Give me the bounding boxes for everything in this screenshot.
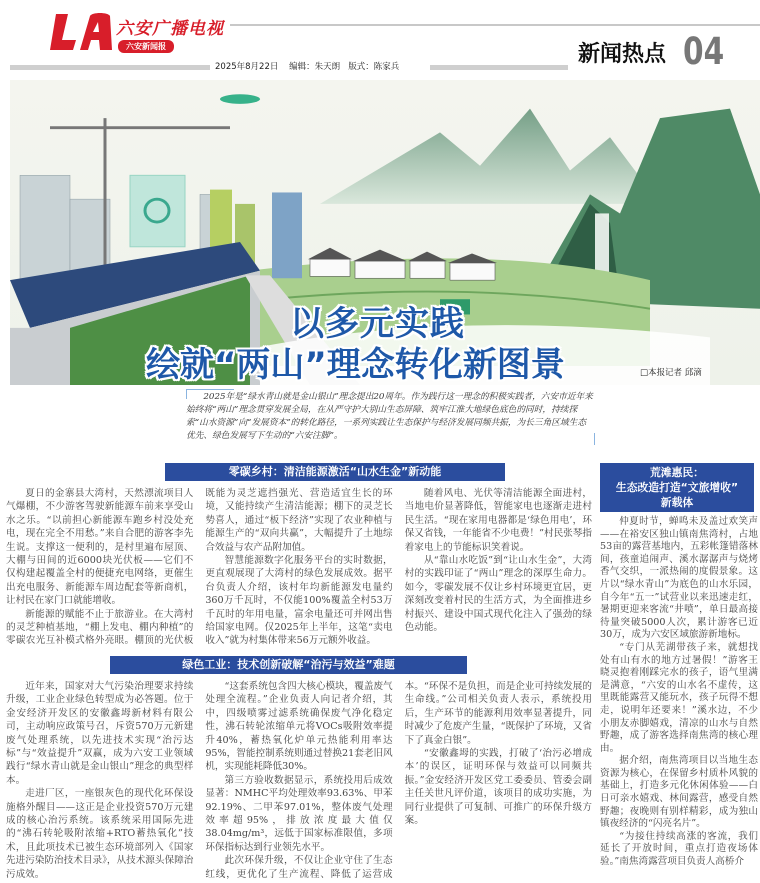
sidebar bbox=[600, 463, 758, 869]
paragraph: 走进厂区，一座银灰色的现代化环保设施格外醒目——这正是企业投资570万元建成的核心治污系统。该系统采用国际先进的“沸石转轮吸附浓缩+RTO蓄热氧化”技术，且此项技术已被生态环境部列入《国家先进污染防治技术目录》，从技术源头保障治污成效。 bbox=[6, 788, 194, 880]
paragraph: 新能源的赋能不止于旅游业。在大湾村的灵芝种植基地，“棚上发电、棚内种植”的零碳农光互补模式格外亮眼。棚顶的光伏板既能为灵芝遮挡强光、营造适宜生长的环境，又能持续产生清洁能源；棚下的灵芝长势喜人，通过“板下经济”实现了农业种植与能源生产的“双向共赢”，大幅提升了土地综合效益与农产品附加值。 bbox=[6, 488, 393, 647]
sidebar-heading-line: 新载体 bbox=[660, 496, 694, 509]
paragraph: 夏日的金寨县大湾村，天然漂流项目人气爆棚，不少游客驾驶新能源车前来享受山水之乐。“以前担心新能源车跑乡村没处充电，现在完全不用愁。”来自合肥的游客李先生说。支撑这一便利的，是村里遍布屋顶、大棚与田间的近6000块光伏板——它们不仅构建起覆盖全村的便捷充电网络，更催生出充电服务、新能源车周边配套等新商机，让村民在家门口就能增收。 bbox=[6, 488, 194, 607]
masthead-divider bbox=[230, 24, 760, 26]
masthead-bar-left bbox=[10, 65, 210, 70]
editor: 编辑：朱天朗 bbox=[289, 62, 341, 72]
dateline bbox=[215, 60, 399, 72]
brand-name: 六安广播电视 bbox=[116, 19, 224, 39]
paragraph: 随着风电、光伏等清洁能源全面进村，当地电价显著降低，智能家电也逐渐走进村民生活。“现在家用电器都是‘绿色用电’，环保又省钱，一年能省不少电费！”村民张琴指着家电上的节能标识笑着说。 bbox=[404, 488, 592, 553]
sidebar-article bbox=[600, 516, 758, 869]
paragraph: “安徽鑫坶的实践，打破了‘治污必增成本’的误区，证明环保与效益可以同频共振。”金安经济开发区党工委委员、管委会副主任关世凡评价道，该项目的成功实施，为同行业提供了可复制、可推广的环保升级方案。 bbox=[404, 747, 592, 826]
sidebar-heading-line: 生态改造打造“文旅增收” bbox=[615, 481, 739, 494]
section-title: 新闻热点 bbox=[578, 42, 667, 67]
sidebar-heading bbox=[600, 463, 754, 512]
masthead-bar-right bbox=[430, 65, 568, 70]
intro-bracket-end bbox=[594, 433, 595, 445]
issue-date: 2025年8月22日 bbox=[215, 62, 279, 72]
section-heading-green-industry: 绿色工业：技术创新破解“治污与效益”难题 bbox=[110, 656, 467, 674]
paragraph: 此次环保升级，不仅让企业守住了生态红线，更优化了生产流程、降低了运营成本。“环保不是负担，而是企业可持续发展的生命线。”公司相关负责人表示，系统投用后，生产环节的能源利用效率显著提升，同时减少了危废产生量，“既保护了环境，又省下了真金白银”。 bbox=[205, 680, 592, 880]
sub-brand-badge: 六安新闻报 bbox=[118, 40, 174, 53]
headline-line-2: 绘就“两山”理念转化新图景 bbox=[146, 345, 565, 385]
layout-credit: 版式：陈家兵 bbox=[348, 62, 400, 72]
sidebar-heading-line: 荒滩惠民： bbox=[650, 466, 704, 479]
main-articles bbox=[6, 463, 592, 881]
byline: □本报记者 邱滴 bbox=[640, 368, 702, 378]
lead-paragraph: 2025年是“绿水青山就是金山银山”理念提出20周年。作为践行这一理念的积极实践者，六安市近年来始终将“两山”理念贯穿发展全局，在从严守护大别山生态屏障、筑牢江淮大地绿色底色的同时，持续探索“山水资源”向“发展资本”的转化路径，一系列实践让生态保护与经济发展同频共振，为长三角区域生态优先、绿色发展写下生动的“六安注脚”。 bbox=[186, 392, 593, 441]
paragraph: 仲夏时节，蝉鸣未及盖过欢笑声——在裕安区独山镇南焦湾村，占地53亩的露营基地内，五彩帐篷错落林间，孩童追闹声、溪水潺潺声与烧烤香气交织，一派热闹的度假景象。这片以“绿水青山”为底色的山水乐园，自今年“五一”试营业以来迅速走红，暑期更迎来客流“井喷”，单日最高接待量突破5000人次，累计游客已近30万，成为六安区域旅游新地标。 bbox=[600, 516, 758, 641]
paragraph: “专门从芜湖带孩子来，就想找处有山有水的地方过暑假！”游客王晓灵抱着刚踩完水的孩子，语气里满是满意，“六安的山水名不虚传，这里既能露营又能玩水，孩子玩得不想走，说明年还要来！”溪水边，不少小朋友赤脚嬉戏，清凉的山水与自然野趣，成了游客选择南焦湾的核心理由。 bbox=[600, 641, 758, 754]
logo-icon bbox=[50, 12, 112, 52]
article-section-2 bbox=[6, 680, 592, 881]
paragraph: 据介绍，南焦湾项目以当地生态资源为核心，在保留乡村质朴风貌的基础上，打造多元化休闲体验——白日可亲水嬉戏、林间露营，感受自然野趣；夜晚则有别样精彩，成为独山镇夜经济的“闪亮名片”。 bbox=[600, 755, 758, 830]
section-heading-zero-carbon: 零碳乡村：清洁能源激活“山水生金”新动能 bbox=[165, 463, 505, 481]
article-section-1 bbox=[6, 487, 592, 648]
paragraph: 第三方验收数据显示，系统投用后成效显著：NMHC平均处理效率93.63%、甲苯92.19%、二甲苯97.01%，整体废气处理效率超95%，排放浓度最大值仅38.04mg/m³，远低于国家标准限值，多项环保指标达到行业领先水平。 bbox=[205, 774, 393, 853]
paragraph: “这套系统包含四大核心模块，覆盖废气处理全流程。”企业负责人向记者介绍，其中，四级喷雾过滤系统确保废气净化稳定性，沸石转轮浓缩单元将VOCs吸附效率提升40%，蓄热氧化炉单元热能利用率达95%，智能控制系统则通过替换21套老旧风机，实现能耗降低30%。 bbox=[205, 680, 393, 773]
paragraph: 近年来，国家对大气污染治理要求持续升级，工业企业绿色转型成为必答题。位于金安经济开发区的安徽鑫坶新材料有限公司，主动响应政策号召，斥资570万元新建废气处理系统，以先进技术实现“治污达标”与“效益提升”双赢，成为六安工业领域践行“绿水青山就是金山银山”理念的典型样本。 bbox=[6, 680, 194, 786]
headline-line-1: 以多元实践 bbox=[290, 304, 465, 344]
paragraph: 从“靠山水吃饭”到“让山水生金”，大湾村的实践印证了“两山”理念的深厚生命力。如今，零碳发展不仅让乡村环境更宜居，更深刻改变着村民的生活方式，为全面推进乡村振兴、建设中国式现代化注入了强劲的绿色动能。 bbox=[404, 555, 592, 634]
paragraph: “为接住持续高涨的客流，我们延长了开放时间，重点打造夜场体验。”南焦湾露营项目负责人高桥介 bbox=[600, 830, 758, 868]
page-number: 04 bbox=[683, 30, 725, 73]
paragraph: 智慧能源数字化服务平台的实时数据，更直观展现了大湾村的绿色发展成效。据平台负责人介绍，该村年均新能源发电量约360万千瓦时，不仅能100%覆盖全村53万千瓦时的年用电量，富余电量还可并网出售给国家电网。仅2025年上半年，这笔“卖电收入”就为村集体带来56万元额外收益。 bbox=[205, 555, 393, 647]
